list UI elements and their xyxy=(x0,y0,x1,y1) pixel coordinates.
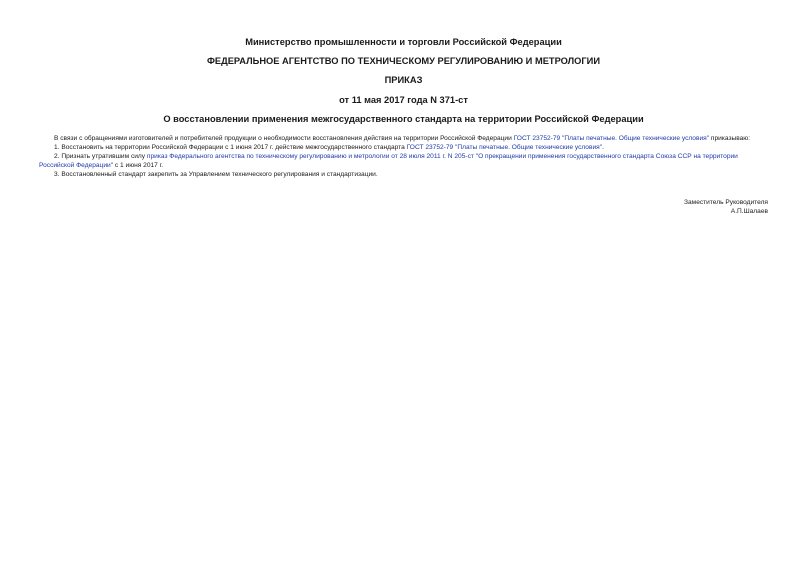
order-link-item-2[interactable]: приказ Федерального агентства по техническому регулированию и метрологии от 28 июля 2011 г. N 205-ст "О прекращении применения государственного стандарта Союза ССР на территории Российской Федерации" xyxy=(39,153,738,169)
signer-name: А.П.Шалаев xyxy=(730,208,768,215)
item-2 xyxy=(39,152,769,170)
item-2-end: с 1 июня 2017 г. xyxy=(113,162,164,169)
intro-paragraph xyxy=(39,134,769,143)
item-1-text: 1. Восстановить на территории Российской Федерации с 1 июня 2017 г. действие межгосударственного стандарта xyxy=(54,144,407,151)
item-1-end: . xyxy=(602,144,604,151)
item-1 xyxy=(39,143,769,152)
agency-name: ФЕДЕРАЛЬНОЕ АГЕНТСТВО ПО ТЕХНИЧЕСКОМУ РЕГУЛИРОВАНИЮ И МЕТРОЛОГИИ xyxy=(206,56,601,66)
document-title: О восстановлении применения межгосударственного стандарта на территории Российской Федерации xyxy=(163,114,644,124)
item-2-text: 2. Признать утратившим силу xyxy=(54,153,147,160)
intro-end: приказываю: xyxy=(709,135,751,142)
signature-block xyxy=(684,198,768,216)
gost-link-item-1[interactable]: ГОСТ 23752-79 "Платы печатные. Общие технические условия" xyxy=(406,144,603,151)
gost-link-intro[interactable]: ГОСТ 23752-79 "Платы печатные. Общие технические условия" xyxy=(513,135,710,142)
signer-position: Заместитель Руководителя xyxy=(684,199,768,206)
intro-text: В связи с обращениями изготовителей и потребителей продукции о необходимости восстановления действия на территории Российской Федерации xyxy=(54,135,514,142)
document-date-number: от 11 мая 2017 года N 371-ст xyxy=(339,95,468,105)
document-body xyxy=(39,134,769,179)
document-type: ПРИКАЗ xyxy=(384,75,423,85)
ministry-name: Министерство промышленности и торговли Российской Федерации xyxy=(245,37,562,47)
item-3: 3. Восстановленный стандарт закрепить за Управлением технического регулирования и стандартизации. xyxy=(54,171,378,178)
